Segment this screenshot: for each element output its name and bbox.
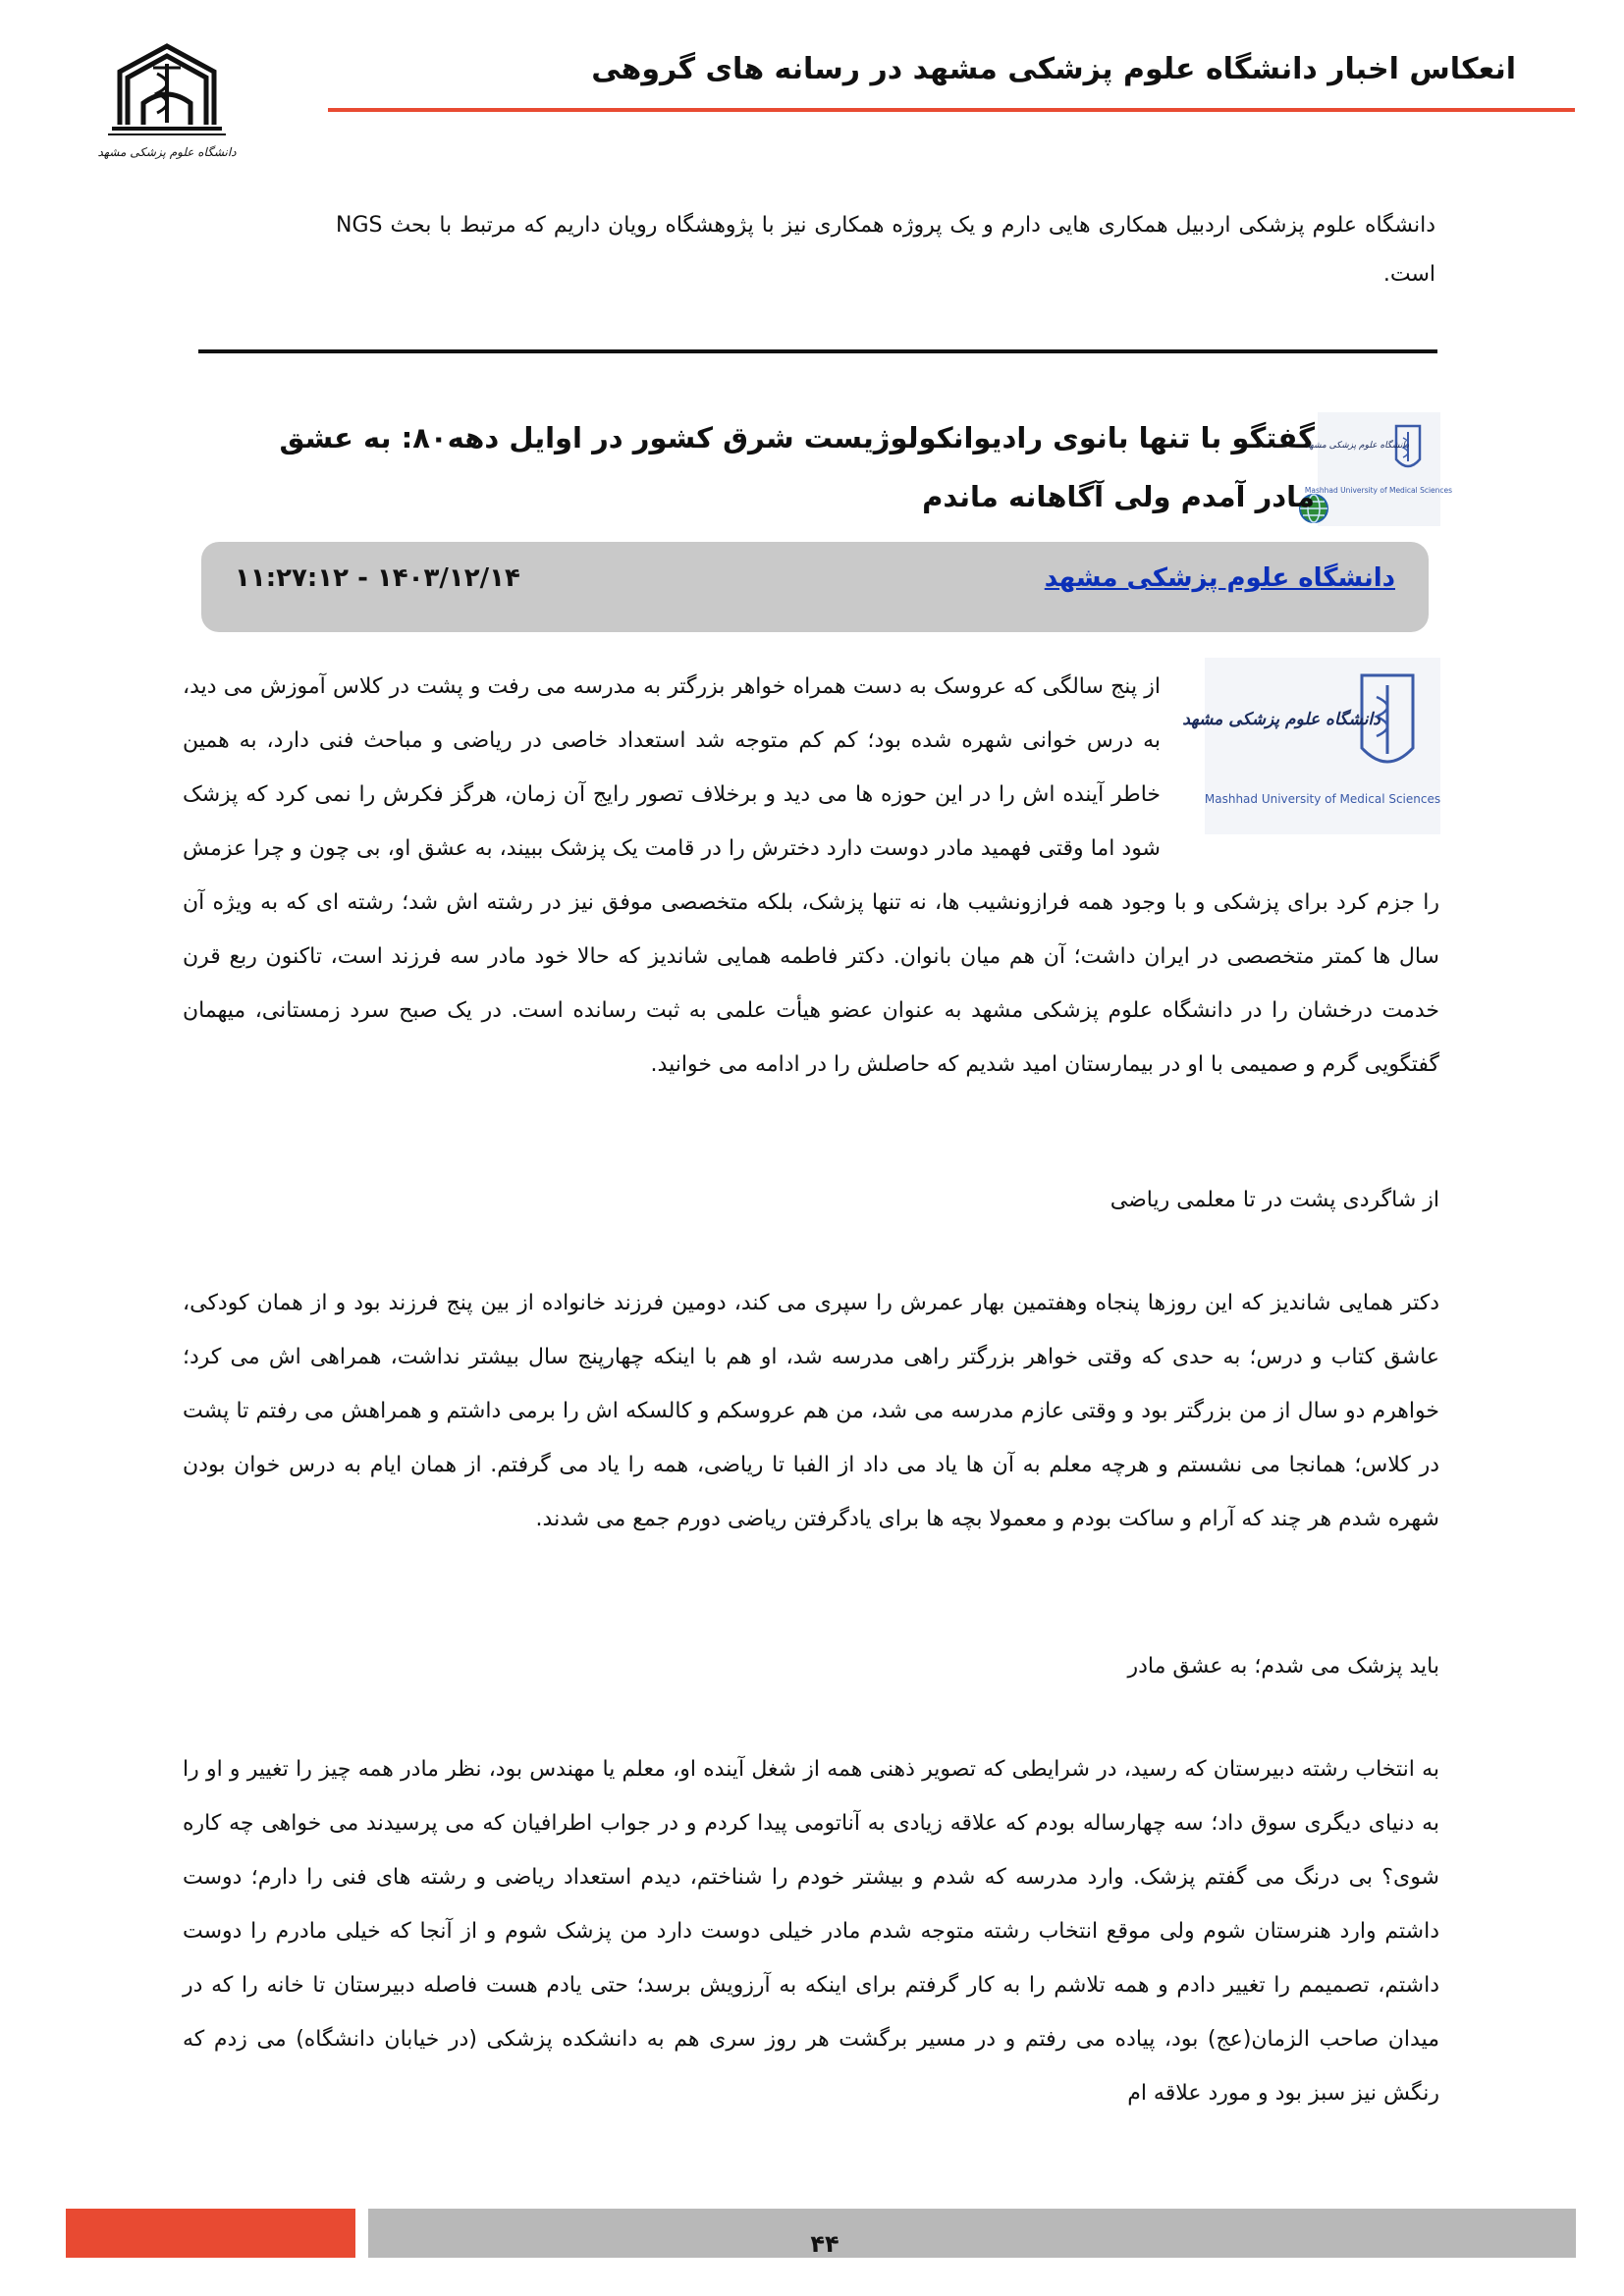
article-meta-bar xyxy=(201,542,1429,632)
subheading-1: از شاگردی پشت در تا معلمی ریاضی xyxy=(1110,1188,1439,1212)
university-logo xyxy=(98,34,236,167)
image-logo-caption: دانشگاه علوم پزشکی مشهد xyxy=(1182,710,1380,729)
section-separator xyxy=(198,349,1437,353)
article-paragraph-3: به انتخاب رشته دبیرستان که رسید، در شرایطی که تصویر ذهنی همه از شغل آینده او، معلم یا مهندس بود، نظر مادر همه چیز را تغییر و او را به دنیای دیگری سوق داد؛ سه چهارساله بودم که علاقه زیادی به آناتومی پیدا کردم و در جواب اطرافیان که می پرسیدند می خواهی چه کاره شوی؟ بی درنگ می گفتم پزشک. وارد مدرسه که شدم و بیشتر خودم را شناختم، دیدم استعداد ریاضی و رشته های فنی را دارم؛ دوست داشتم وارد هنرستان شوم ولی موقع انتخاب رشته متوجه شدم مادر خیلی دوست دارد من پزشک شوم و از آنجا که خیلی مادرم را دوست داشتم، تصمیمم را تغییر دادم و همه تلاشم را به کار گرفتم برای اینکه به آرزویش برسد؛ حتی یادم هست فاصله دبیرستان تا خانه را که در میدان صاحب الزمان(عج) بود، پیاده می رفتم و در مسیر برگشت هر روز سری هم به دانشکده پزشکی (در خیابان دانشگاه) می زدم که رنگش نیز سبز بود و مورد علاقه ام xyxy=(183,1757,1439,2106)
image-caption-en: Mashhad University of Medical Sciences xyxy=(1204,792,1441,806)
article-paragraph-1: از پنج سالگی که عروسک به دست همراه خواهر بزرگتر به مدرسه می رفت و پشت در کلاس آموزش می دید، به درس خوانی شهره شده بود؛ کم کم متوجه شد استعداد خاصی در ریاضی و مباحث فنی دارد، به همین خاطر آینده اش را در این حوزه ها می دید و برخلاف تصور رایج آن زمان، هرگز فکرش را نمی کرد که پزشک شود اما وقتی فهمید مادر دوست دارد دخترش را در قامت یک پزشک ببیند، به عشق او، بی چون و چرا عزمش را جزم کرد برای پزشکی و با وجود همه فرازونشیب ها، نه تنها پزشک، بلکه متخصصی موفق نیز در رشته اش شد؛ رشته ای که به ویژه آن سال ها کمتر متخصصی در ایران داشت؛ آن هم میان بانوان. دکتر فاطمه همایی شاندیز که حالا خود مادر سه فرزند است، تاکنون ربع قرن خدمت درخشان را در دانشگاه علوم پزشکی مشهد به عنوان عضو هیأت علمی به ثبت رسانده است. در یک صبح سرد زمستانی، میهمان گفتگویی گرم و صمیمی با او در بیمارستان امید شدیم که حاصلش را در ادامه می خوانید. xyxy=(183,674,1439,1077)
footer-red-bar xyxy=(66,2209,355,2258)
article-source-link[interactable]: دانشگاه علوم پزشکی مشهد xyxy=(1044,563,1395,593)
page-number: ۴۴ xyxy=(810,2230,839,2258)
thumb-logo-caption: دانشگاه علوم پزشکی مشهد xyxy=(1305,441,1409,451)
header-rule xyxy=(328,108,1575,112)
logo-caption: دانشگاه علوم پزشکی مشهد xyxy=(97,145,237,159)
article-title: گفتگو با تنها بانوی رادیوانکولوژیست شرق کشور در اوایل دهه۸۰: به عشق مادر آمدم ولی آگاهانه ماندم xyxy=(279,421,1315,513)
thumb-caption-en: Mashhad University of Medical Sciences xyxy=(1304,486,1453,495)
intro-paragraph: دانشگاه علوم پزشکی اردبیل همکاری هایی دارم و یک پروژه همکاری نیز با پژوهشگاه رویان داریم که مرتبط با بحث NGS است. xyxy=(336,213,1435,287)
article-datetime: ۱۴۰۳/۱۲/۱۴ - ۱۱:۲۷:۱۲ xyxy=(235,563,520,593)
article-thumbnail xyxy=(1304,412,1453,526)
subheading-2: باید پزشک می شدم؛ به عشق مادر xyxy=(1127,1654,1439,1679)
article-paragraph-2: دکتر همایی شاندیز که این روزها پنجاه وهفتمین بهار عمرش را سپری می کند، دومین فرزند خانواده از بین پنج فرزند بود و از همان کودکی، عاشق کتاب و درس؛ به حدی که وقتی خواهر بزرگتر راهی مدرسه شد، او هم با اینکه چهارپنج سال بیشتر نداشت، همراهی اش می کرد؛ خواهرم دو سال از من بزرگتر بود و وقتی عازم مدرسه می شد، من هم عروسکم و کالسکه اش را برمی داشتم و همراهش می رفتم تا پشت در کلاس؛ همانجا می نشستم و هرچه معلم به آن ها یاد می داد از الفبا تا ریاضی، همه را یاد می گرفتم. از همان ایام به درس خوان بودن شهره شدم هر چند که آرام و ساکت بودم و معمولا بچه ها برای یادگرفتن ریاضی دورم جمع می شدند. xyxy=(183,1291,1439,1531)
page-header-title: انعکاس اخبار دانشگاه علوم پزشکی مشهد در رسانه های گروهی xyxy=(591,52,1516,86)
footer-gray-bar xyxy=(368,2209,1576,2258)
